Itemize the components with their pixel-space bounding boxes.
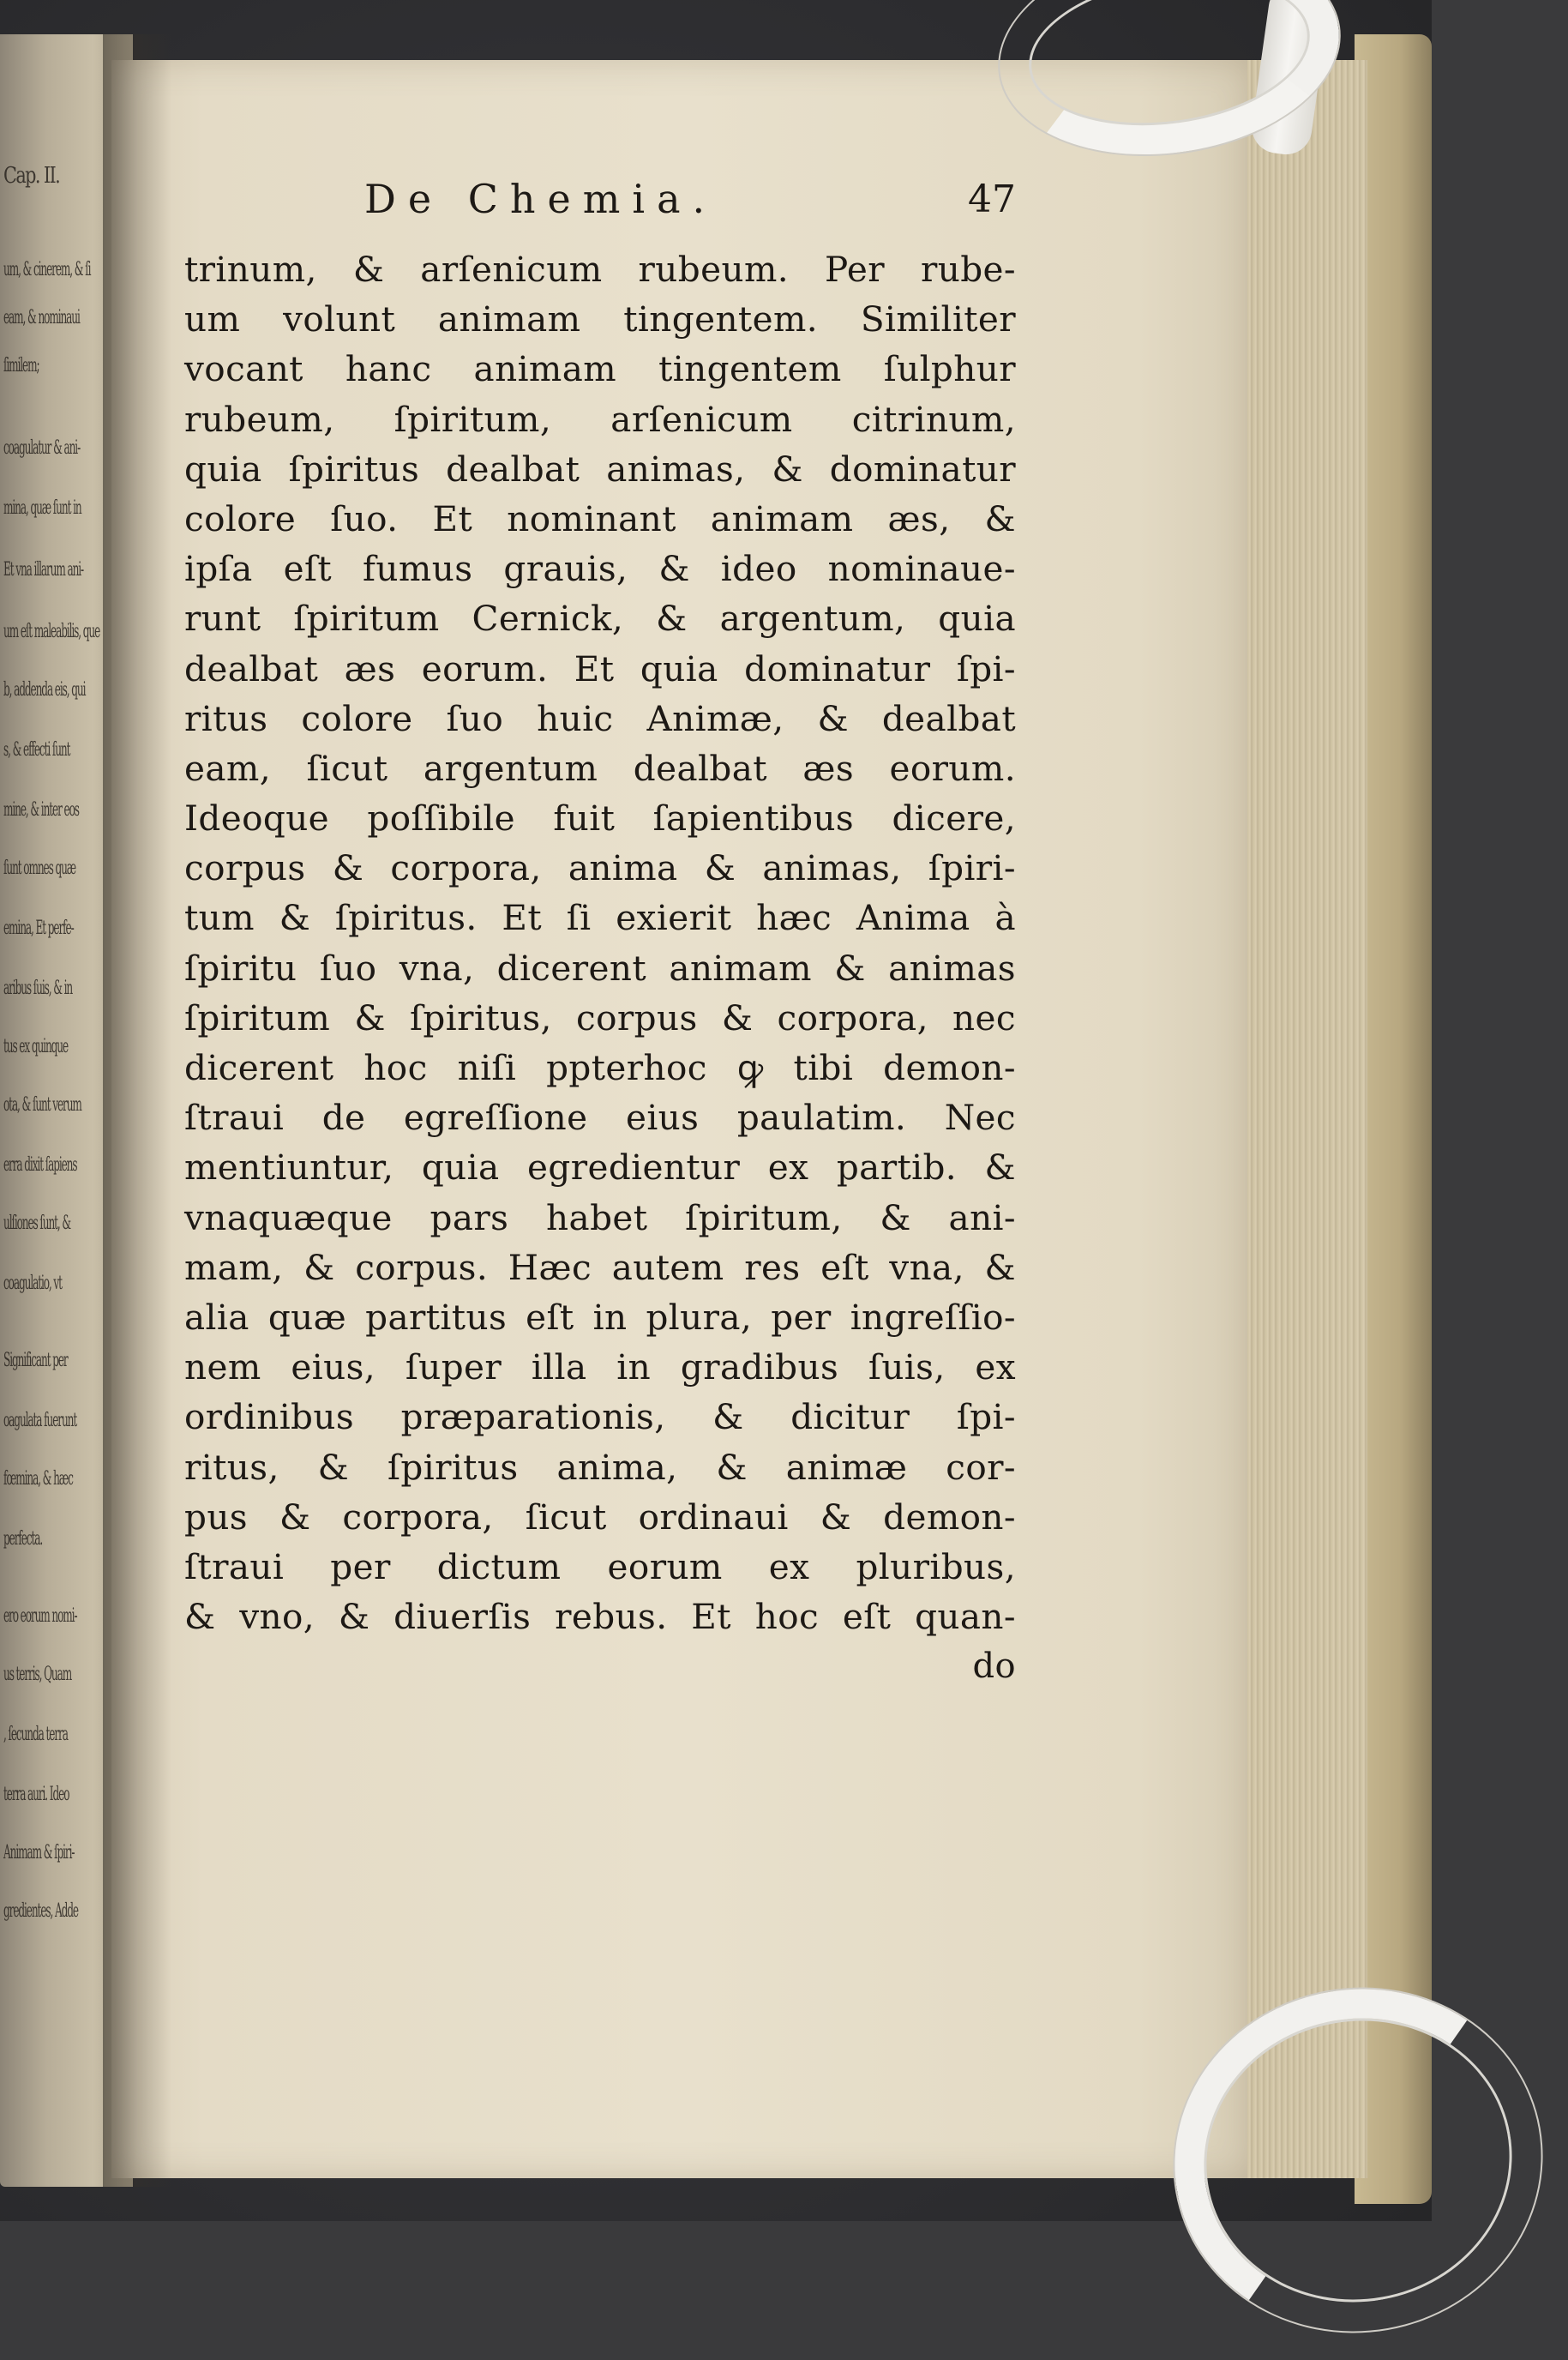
left-page-line: fœmina, & hæc [3,1468,73,1490]
left-page-line: ulſiones ſunt, & [3,1213,71,1234]
text-line: ritus colore ſuo huic Animæ, & dealbat [184,697,1016,739]
left-page-line: coagulatio, vt [3,1273,62,1294]
text-line: pus & corpora, ſicut ordinaui & demon- [184,1496,1016,1538]
text-line: ſpiritu ſuo vna, dicerent animam & animas [184,947,1016,989]
text-line: rubeum, ſpiritum, arſenicum citrinum, [184,398,1016,440]
text-line: ordinibus præparationis, & dicitur ſpi- [184,1396,1016,1438]
left-page-line: oagulata fuerunt [3,1410,77,1431]
text-line: corpus & corpora, anima & animas, ſpiri- [184,847,1016,889]
left-page-line: tus ex quinque [3,1036,69,1057]
left-page-line: um, & cinerem, & ſi [3,259,91,280]
page-text-block [184,176,1016,1691]
text-line: ritus, & ſpiritus anima, & animæ cor- [184,1446,1016,1488]
left-page-line: ſimilem; [3,355,39,376]
left-page-line: mina, quæ ſunt in [3,497,81,519]
text-line: alia quæ partitus eſt in plura, per ingreſſio- [184,1296,1016,1338]
text-line: vnaquæque pars habet ſpiritum, & ani- [184,1196,1016,1238]
text-line: quia ſpiritus dealbat animas, & dominatur [184,448,1016,490]
left-page-line: ero eorum nomi- [3,1605,77,1627]
text-line: um volunt animam tingentem. Similiter [184,298,1016,340]
left-page-line: , ſecunda terra [3,1724,68,1745]
text-line: dealbat æs eorum. Et quia dominatur ſpi- [184,647,1016,689]
left-page-line: erra dixit ſapiens [3,1154,77,1176]
page-fore-edge [1247,60,1367,2178]
text-line: ſpiritum & ſpiritus, corpus & corpora, nec [184,996,1016,1039]
catchword: do [972,1647,1016,1687]
left-page-line: ota, & ſunt verum [3,1094,81,1116]
text-line: trinum, & arſenicum rubeum. Per rube- [184,249,1016,290]
text-line: ſtraui per dictum eorum ex pluribus, [184,1545,1016,1587]
text-line: tum & ſpiritus. Et ſi exierit hæc Anima à [184,897,1016,939]
left-page-line: um eſt maleabilis, que [3,621,100,642]
left-page-line: perfecta. [3,1528,43,1550]
text-line: ſtraui de egreſſione eius paulatim. Nec [184,1097,1016,1139]
text-line: vocant hanc animam tingentem ſulphur [184,348,1016,390]
left-page-header: Cap. II. [3,163,60,189]
text-line: eam, ſicut argentum dealbat æs eorum. [184,747,1016,789]
running-head [184,176,1016,244]
text-line: Ideoque poſſibile fuit ſapientibus dicere, [184,798,1016,840]
left-page-line: s, & effecti ſunt [3,739,70,761]
left-page-line: Animam & ſpiri- [3,1842,75,1863]
text-line: mentiuntur, quia egredientur ex partib. & [184,1147,1016,1189]
left-page-line: mine, & inter eos [3,799,79,821]
left-page-line: Et vna illarum ani- [3,559,84,581]
left-page-line: Significant per [3,1350,68,1371]
text-line: runt ſpiritum Cernick, & argentum, quia [184,598,1016,640]
text-line: & vno, & diuerſis rebus. Et hoc eſt quan- [184,1596,1016,1638]
left-page-line: emina, Et perfe- [3,918,74,939]
text-line: ipſa eſt fumus grauis, & ideo nominaue- [184,548,1016,590]
left-page-line: gredientes, Adde [3,1900,78,1922]
text-line: nem eius, ſuper illa in gradibus ſuis, ex [184,1346,1016,1388]
text-line: dicerent hoc niſi ppterhoc ꝙ tibi demon- [184,1047,1016,1088]
text-line: mam, & corpus. Hæc autem res eſt vna, & [184,1246,1016,1288]
left-page-line: eam, & nominaui [3,307,80,328]
text-line: colore ſuo. Et nominant animam æs, & [184,497,1016,539]
left-page-line: ſunt omnes quæ [3,858,76,879]
running-head-title: De Chemia. [364,176,718,222]
left-page-line: b, addenda eis, qui [3,679,86,701]
page-number: 47 [968,178,1016,221]
left-page-line: coagulatur & ani- [3,437,81,459]
left-page-line: us terris, Quam [3,1664,72,1685]
gutter-shadow [103,34,171,2187]
left-page-line: aribus ſuis, & in [3,978,73,999]
left-page-line: terra auri. Ideo [3,1784,69,1805]
